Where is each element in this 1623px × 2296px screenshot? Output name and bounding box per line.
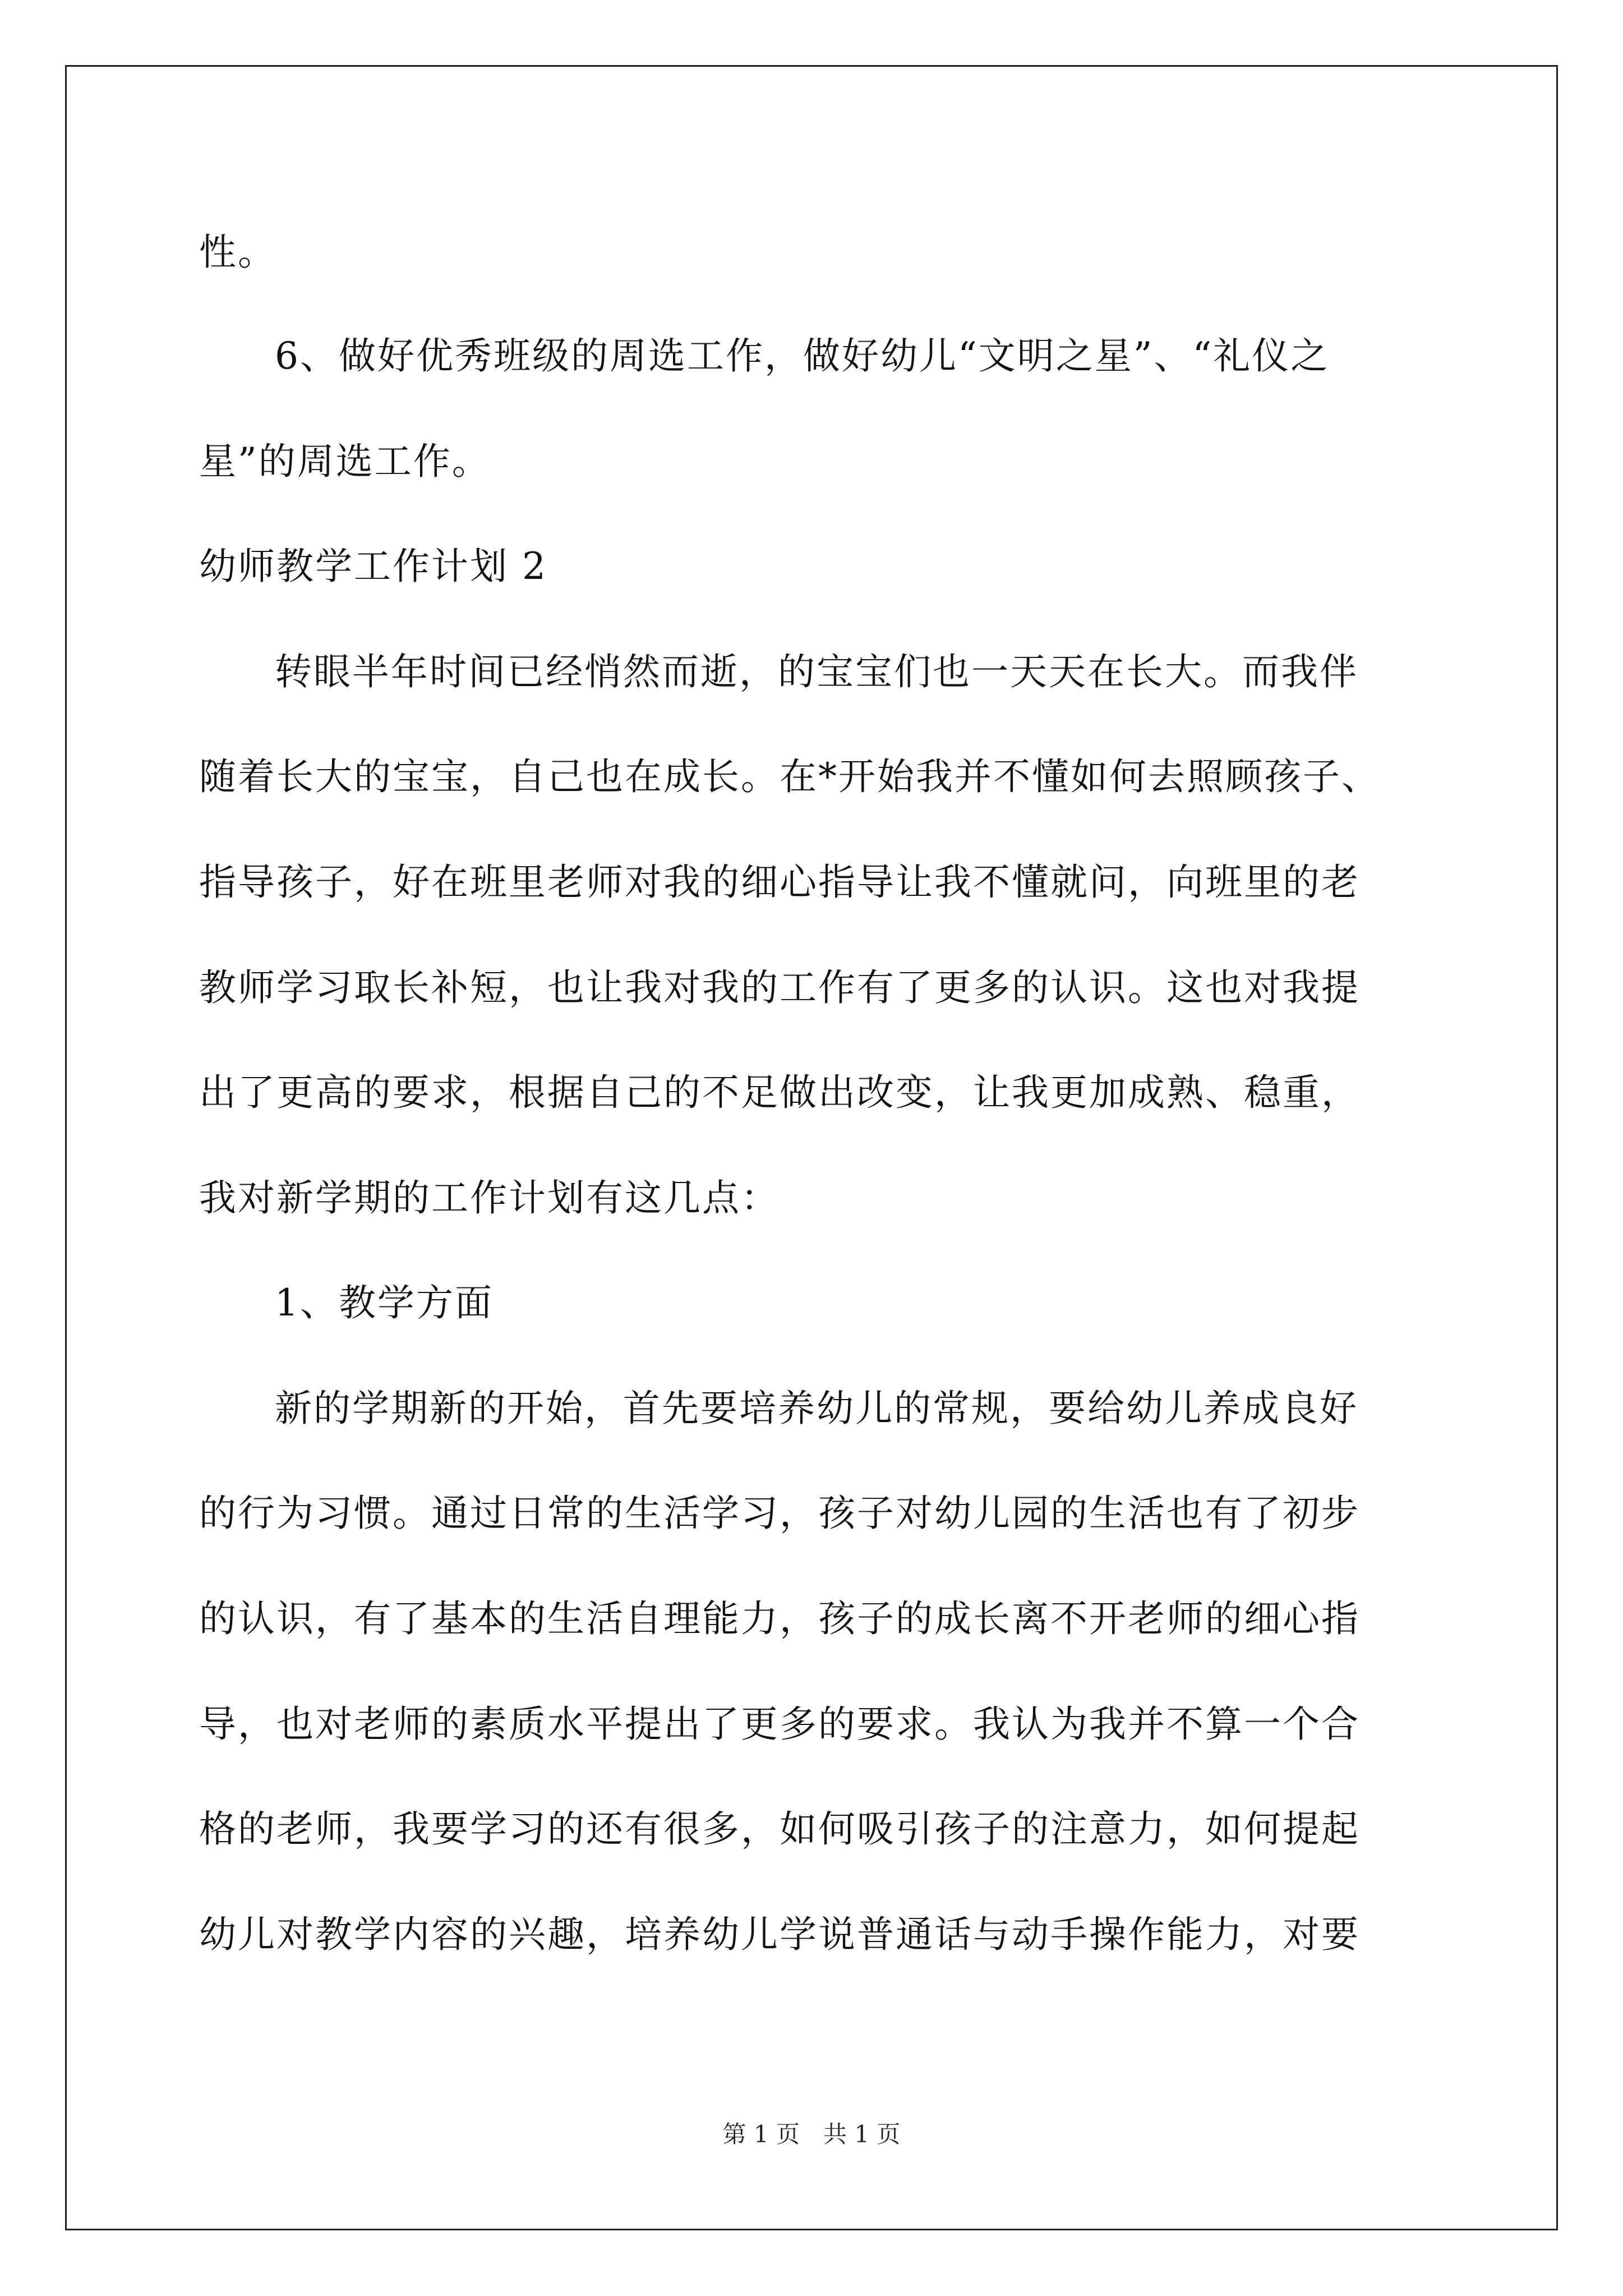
text-line: 的认识，有了基本的生活自理能力，孩子的成长离不开老师的细心指 — [199, 1597, 1360, 1640]
text-line: 性。 — [199, 231, 276, 274]
text-line: 指导孩子，好在班里老师对我的细心指导让我不懂就问，向班里的老 — [199, 861, 1360, 904]
text-line: 格的老师，我要学习的还有很多，如何吸引孩子的注意力，如何提起 — [199, 1807, 1360, 1851]
text-line: 星”的周选工作。 — [199, 440, 491, 483]
text-line: 出了更高的要求，根据自己的不足做出改变，让我更加成熟、稳重， — [199, 1071, 1360, 1114]
text-line: 随着长大的宝宝，自己也在成长。在*开始我并不懂如何去照顾孩子、 — [199, 755, 1380, 798]
text-line: 导，也对老师的素质水平提出了更多的要求。我认为我并不算一个合 — [199, 1703, 1360, 1746]
text-line: 转眼半年时间已经悄然而逝，的宝宝们也一天天在长大。而我伴 — [275, 650, 1358, 693]
section-heading: 幼师教学工作计划 2 — [199, 545, 547, 588]
text-line: 6、做好优秀班级的周选工作，做好幼儿“文明之星”、“礼仪之 — [275, 334, 1330, 378]
text-line: 教师学习取长补短，也让我对我的工作有了更多的认识。这也对我提 — [199, 966, 1360, 1009]
subheading: 1、教学方面 — [275, 1281, 494, 1324]
page-border — [65, 65, 1558, 2230]
text-line: 幼儿对教学内容的兴趣，培养幼儿学说普通话与动手操作能力，对要 — [199, 1913, 1360, 1956]
page-footer: 第 1 页 共 1 页 — [722, 2120, 901, 2148]
text-line: 的行为习惯。通过日常的生活学习，孩子对幼儿园的生活也有了初步 — [199, 1492, 1360, 1535]
text-line: 新的学期新的开始，首先要培养幼儿的常规，要给幼儿养成良好 — [275, 1387, 1358, 1430]
text-line: 我对新学期的工作计划有这几点： — [199, 1176, 780, 1220]
